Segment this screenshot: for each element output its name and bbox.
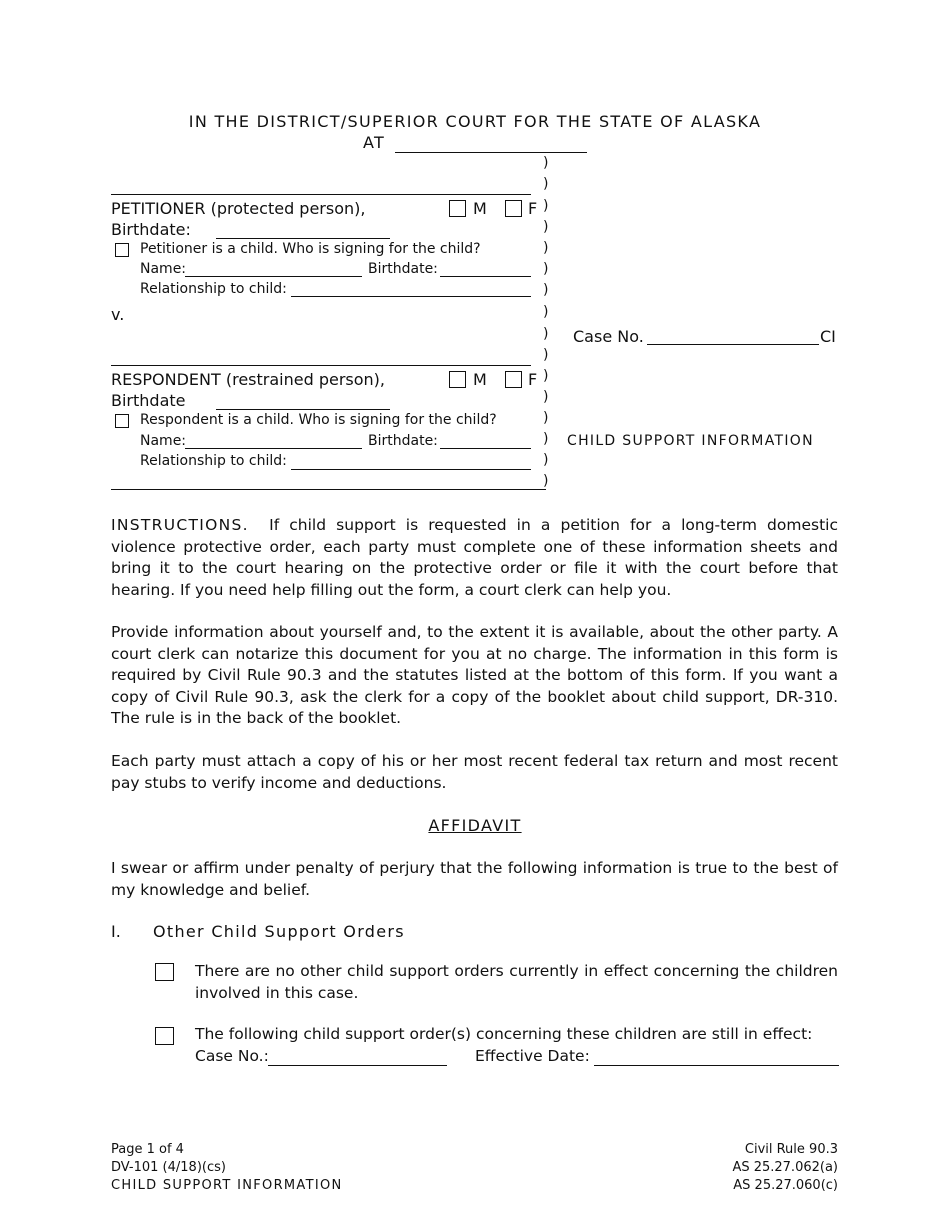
section-title: Other Child Support Orders [153,922,405,941]
paren: ) [543,240,549,256]
petitioner-relationship-label: Relationship to child: [140,281,287,297]
respondent-male-checkbox[interactable] [449,371,466,388]
section-number: I. [111,922,121,941]
paren: ) [543,473,549,489]
petitioner-child-checkbox[interactable] [115,243,129,257]
caption-bottom-rule [111,489,546,490]
affidavit-text: I swear or affirm under penalty of perjury that the following information is true to the best of my knowledge and belief. [111,859,838,899]
respondent-child-checkbox[interactable] [115,414,129,428]
respondent-relationship-label: Relationship to child: [140,453,287,469]
respondent-female-label: F [528,370,538,389]
order-effective-date-field[interactable] [594,1065,839,1066]
petitioner-birthdate-field[interactable] [216,238,390,239]
other-orders-checkbox[interactable] [155,1027,174,1045]
footer-page-number: Page 1 of 4 [111,1142,184,1157]
case-suffix: CI [820,327,836,346]
paren: ) [543,219,549,235]
petitioner-child-label: Petitioner is a child. Who is signing for the child? [140,241,481,257]
affidavit-heading: AFFIDAVIT [428,816,522,835]
respondent-birthdate-label: Birthdate [111,391,186,410]
footer-rule: Civil Rule 90.3 [744,1142,838,1157]
paren: ) [543,452,549,468]
paren: ) [543,198,549,214]
paren: ) [543,368,549,384]
paren: ) [543,347,549,363]
respondent-signer-name-field[interactable] [185,448,362,449]
respondent-signer-birthdate-label: Birthdate: [368,433,438,449]
court-title: IN THE DISTRICT/SUPERIOR COURT FOR THE STATE OF ALASKA [188,112,762,131]
form-title: CHILD SUPPORT INFORMATION [567,433,814,449]
footer-statute-1: AS 25.27.062(a) [732,1160,838,1175]
paren: ) [543,282,549,298]
info-paragraph: Provide information about yourself and, to the extent it is available, about the other party. A court clerk can notarize this document for you at no charge. The information in this form is required by Civil Rule 90.3 and the statutes listed at the bottom of this form. If you want a copy of Civil Rule 90.3, ask the clerk for a copy of the booklet about child support, DR-310. The rule is in the back of the booklet. [111,623,838,727]
petitioner-male-label: M [473,199,487,218]
versus-label: v. [111,305,125,324]
paren: ) [543,410,549,426]
case-number-label: Case No. [573,327,644,346]
paren: ) [543,389,549,405]
other-orders-label: The following child support order(s) concerning these children are still in effect: [195,1025,813,1043]
footer-statute-2: AS 25.27.060(c) [733,1178,838,1193]
respondent-relationship-field[interactable] [291,469,531,470]
respondent-birthdate-field[interactable] [216,409,390,410]
no-other-orders-label: There are no other child support orders currently in effect concerning the children involved in this case. [195,962,838,1002]
footer-form-name: CHILD SUPPORT INFORMATION [111,1178,343,1193]
respondent-name-field[interactable] [111,365,531,366]
location-field[interactable] [395,152,587,153]
no-other-orders-checkbox[interactable] [155,963,174,981]
respondent-male-label: M [473,370,487,389]
paren: ) [543,431,549,447]
petitioner-label: PETITIONER (protected person), [111,199,366,218]
respondent-label: RESPONDENT (restrained person), [111,370,385,389]
order-effective-date-label: Effective Date: [475,1047,590,1065]
footer-form-code: DV-101 (4/18)(cs) [111,1160,226,1175]
attachment-paragraph: Each party must attach a copy of his or her most recent federal tax return and most recent pay stubs to verify income and deductions. [111,752,838,792]
order-case-number-label: Case No.: [195,1047,269,1065]
petitioner-female-label: F [528,199,538,218]
respondent-signer-birthdate-field[interactable] [440,448,531,449]
paren: ) [543,326,549,342]
order-case-number-field[interactable] [268,1065,447,1066]
respondent-female-checkbox[interactable] [505,371,522,388]
petitioner-birthdate-label: Birthdate: [111,220,191,239]
petitioner-signer-name-label: Name: [140,261,187,277]
petitioner-signer-birthdate-label: Birthdate: [368,261,438,277]
petitioner-name-field[interactable] [111,194,531,195]
instructions-paragraph [111,515,838,601]
petitioner-signer-birthdate-field[interactable] [440,276,531,277]
instructions-heading: INSTRUCTIONS. [111,516,249,534]
paren: ) [543,304,549,320]
case-number-field[interactable] [647,344,819,345]
at-label: AT [363,133,386,152]
petitioner-female-checkbox[interactable] [505,200,522,217]
paren: ) [543,176,549,192]
petitioner-signer-name-field[interactable] [185,276,362,277]
respondent-signer-name-label: Name: [140,433,187,449]
instructions-text: If child support is requested in a petition for a long-term domestic violence protective order, each party must complete one of these information sheets and bring it to the court hearing on the protective order or file it with the court before that hearing. If you need help filling out the form, a court clerk can help you. [111,516,838,599]
petitioner-male-checkbox[interactable] [449,200,466,217]
paren: ) [543,261,549,277]
paren: ) [543,155,549,171]
petitioner-relationship-field[interactable] [291,296,531,297]
respondent-child-label: Respondent is a child. Who is signing for the child? [140,412,497,428]
